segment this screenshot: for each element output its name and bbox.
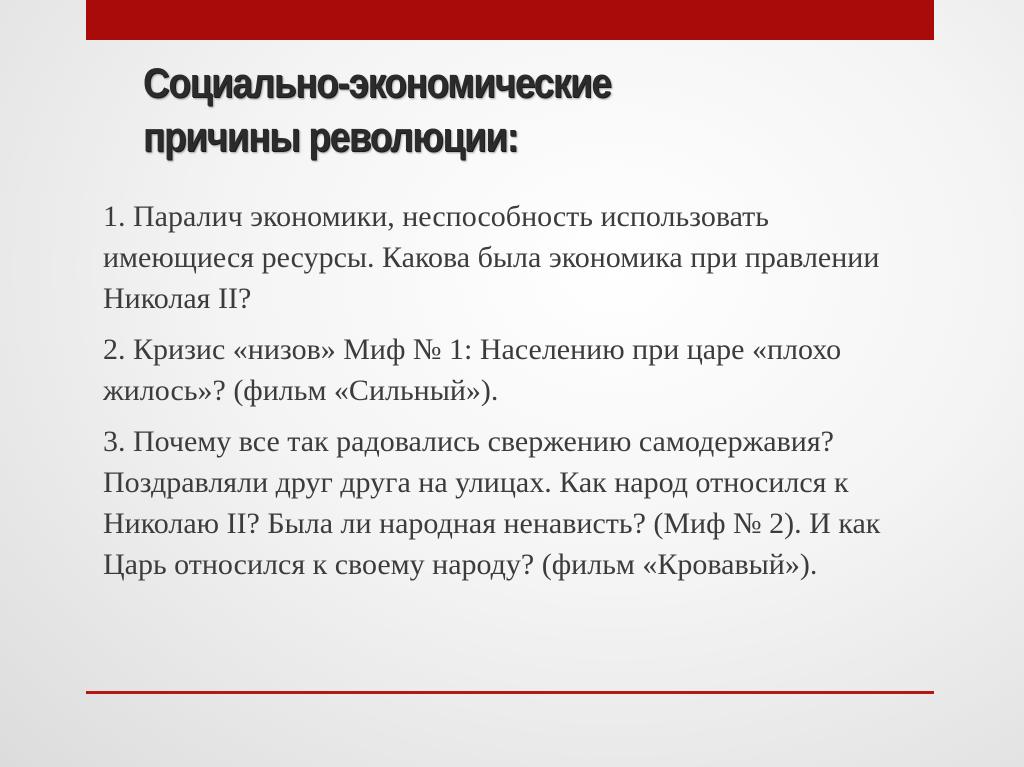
list-item-2: 2. Кризис «низов» Миф № 1: Населению при царе «плохо жилось»? (фильм «Сильный»).	[103, 333, 842, 407]
slide-title-line-2: причины революции:	[143, 113, 518, 160]
slide-title-line-1: Социально-экономические	[143, 59, 611, 106]
slide-title	[143, 56, 812, 164]
slide-body	[103, 196, 903, 595]
list-item-3: 3. Почему все так радовались свержению самодержавия? Поздравляли друг друга на улицах. Как народ относился к Николаю II? Была ли народная ненависть? (Миф № 2). И как Царь относился к своему народу? (фильм «Кровавый»).	[103, 425, 881, 581]
list-item-1: 1. Паралич экономики, неспособность использовать имеющиеся ресурсы. Какова была экономика при правлении Николая II?	[103, 200, 880, 315]
top-accent-bar	[86, 0, 934, 40]
bottom-divider-line	[86, 691, 934, 694]
